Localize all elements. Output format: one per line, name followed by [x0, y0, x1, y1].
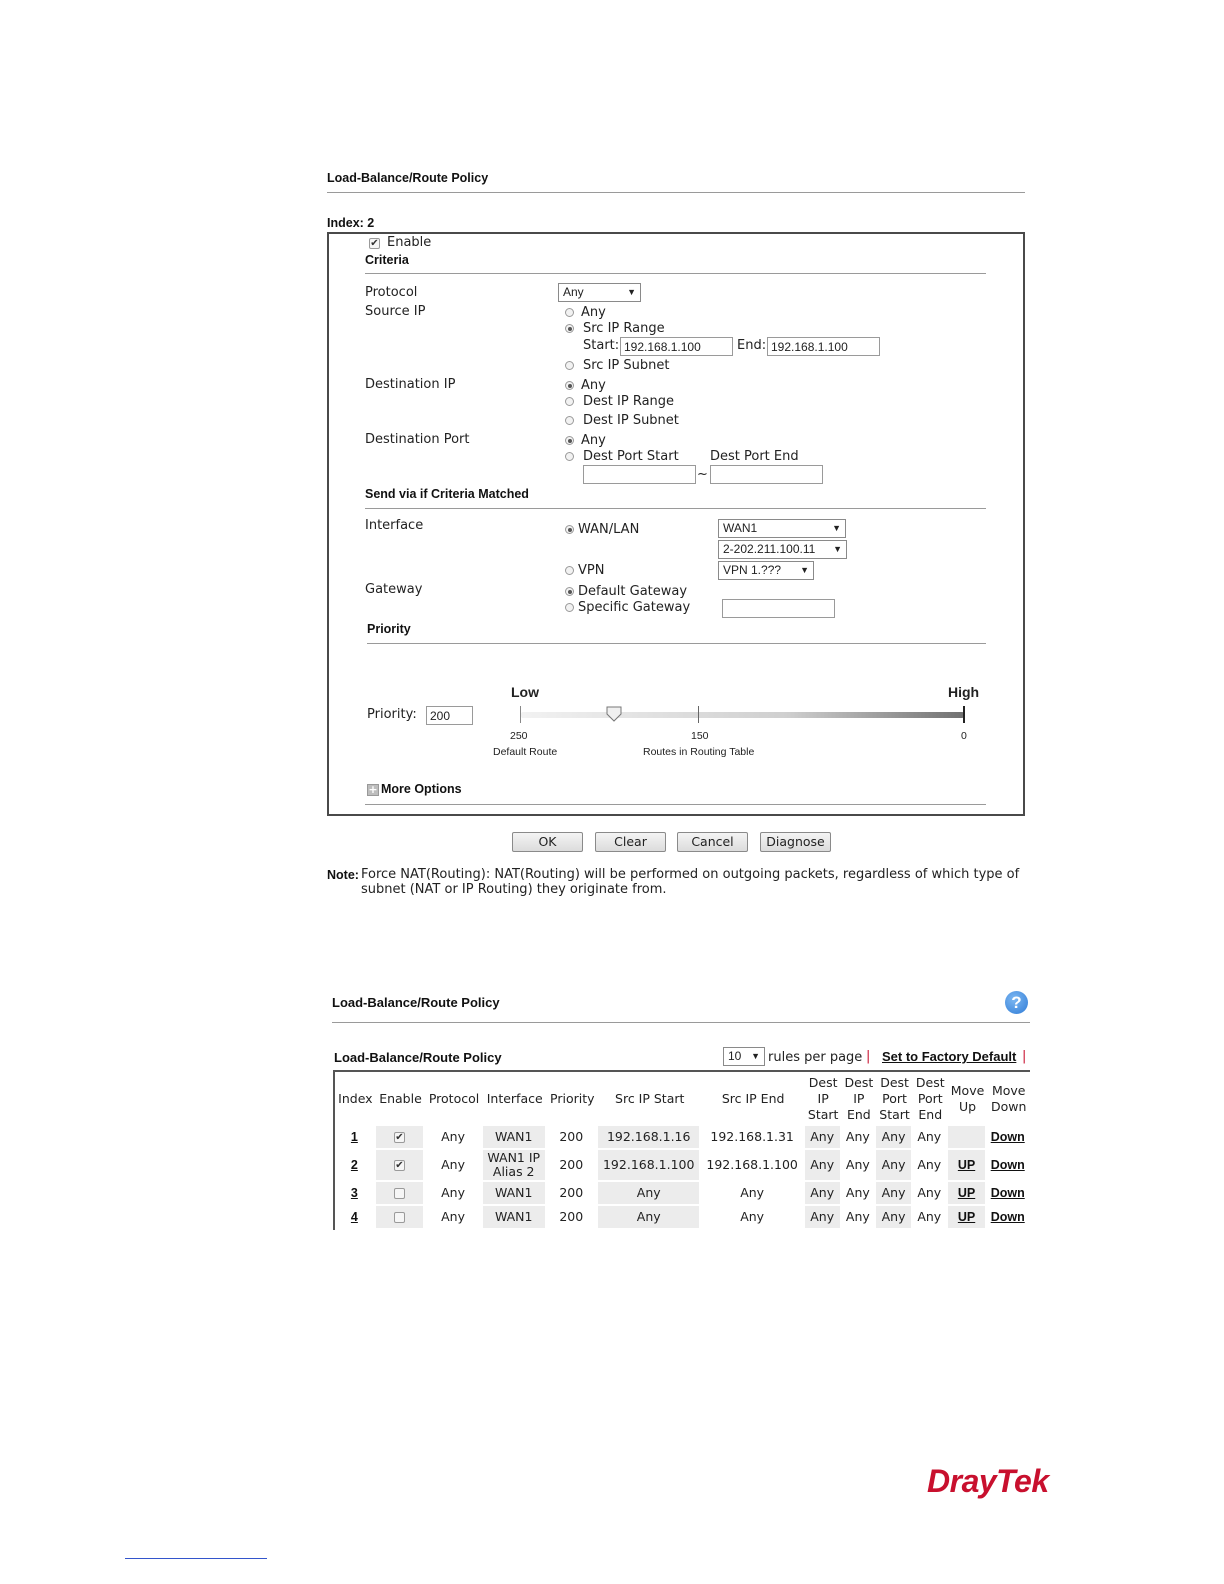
row-interface: WAN1: [494, 1129, 533, 1144]
row-priority: 200: [559, 1129, 584, 1144]
col-src-end: Src IP End: [721, 1091, 785, 1106]
table-cell: [335, 1206, 376, 1230]
move-up-link[interactable]: UP: [957, 1186, 976, 1200]
src-any-radio[interactable]: [565, 308, 574, 317]
col-protocol: Protocol: [428, 1091, 480, 1106]
row-dest-port-start: Any: [881, 1185, 906, 1200]
table-cell: [876, 1206, 913, 1230]
row-dest-ip-end: Any: [845, 1209, 870, 1224]
help-icon[interactable]: ?: [1005, 991, 1028, 1014]
priority-heading: Priority: [367, 622, 411, 636]
row-src-end: 192.168.1.100: [706, 1157, 798, 1172]
row-protocol: Any: [441, 1209, 465, 1224]
row-dest-port-end: Any: [917, 1157, 942, 1172]
row-dest-ip-start: Any: [810, 1185, 835, 1200]
wan-select[interactable]: WAN1 ▼: [718, 519, 846, 538]
col-dest-ip-start: Dest IP Start: [807, 1075, 839, 1122]
chevron-down-icon: ▼: [833, 544, 842, 554]
dest-subnet-label: Dest IP Subnet: [583, 413, 679, 428]
priority-slider-track[interactable]: [521, 712, 964, 718]
table-cell: [876, 1126, 913, 1150]
table-cell: [805, 1206, 842, 1230]
row-dest-ip-start: Any: [810, 1209, 835, 1224]
row-index-link[interactable]: 4: [350, 1210, 358, 1224]
table-row: [335, 1150, 1030, 1182]
col-index: Index: [338, 1091, 373, 1106]
policy-form-box: [327, 232, 1025, 816]
row-dest-ip-start: Any: [810, 1157, 835, 1172]
tick-label-0: 0: [961, 730, 967, 742]
row-priority: 200: [559, 1157, 584, 1172]
row-dest-port-end: Any: [917, 1129, 942, 1144]
row-dest-port-start: Any: [881, 1157, 906, 1172]
vpn-select[interactable]: VPN 1.??? ▼: [718, 561, 814, 580]
table-cell: [701, 1126, 804, 1150]
default-route-caption: Default Route: [493, 746, 558, 758]
list-title: Load-Balance/Route Policy: [332, 995, 500, 1010]
row-enable-checkbox[interactable]: [394, 1188, 405, 1199]
table-cell: [598, 1126, 701, 1150]
specific-gateway-input[interactable]: [722, 599, 835, 618]
chevron-down-icon: ▼: [832, 523, 841, 533]
dest-ip-label: Destination IP: [365, 377, 456, 392]
port-any-label: Any: [581, 433, 606, 448]
table-cell: [701, 1150, 804, 1182]
table-cell: [948, 1150, 988, 1182]
row-protocol: Any: [441, 1157, 465, 1172]
table-cell: [987, 1150, 1030, 1182]
row-priority: 200: [559, 1209, 584, 1224]
src-end-input[interactable]: 192.168.1.100: [767, 337, 880, 356]
tilde: ~: [697, 467, 708, 482]
row-src-start: Any: [636, 1185, 661, 1200]
table-cell: [842, 1206, 877, 1230]
port-range-radio[interactable]: [565, 452, 574, 461]
row-enable-checkbox[interactable]: [394, 1212, 405, 1223]
default-gateway-radio[interactable]: [565, 587, 574, 596]
table-cell: [335, 1182, 376, 1206]
protocol-label: Protocol: [365, 285, 418, 300]
table-cell: [876, 1182, 913, 1206]
table-cell: [376, 1206, 425, 1230]
divider: [365, 508, 986, 509]
ok-button[interactable]: OK: [512, 832, 583, 852]
col-interface: Interface: [486, 1091, 543, 1106]
routes-table-caption: Routes in Routing Table: [643, 746, 755, 758]
row-dest-port-start: Any: [881, 1129, 906, 1144]
col-move-up: Move Up: [950, 1083, 985, 1114]
row-dest-port-start: Any: [881, 1209, 906, 1224]
row-index-link[interactable]: 3: [350, 1186, 358, 1200]
rules-per-page-label: rules per page: [768, 1050, 863, 1065]
end-label: End:: [737, 338, 767, 353]
table-cell: [335, 1150, 376, 1182]
footer-rule: [125, 1558, 267, 1559]
move-down-link[interactable]: Down: [990, 1186, 1025, 1200]
divider: [365, 804, 986, 805]
table-cell: [483, 1182, 547, 1206]
table-header-row: [335, 1072, 1030, 1126]
table-cell: [876, 1150, 913, 1182]
table-cell: [701, 1182, 804, 1206]
src-start-input[interactable]: 192.168.1.100: [620, 337, 733, 356]
port-end-label: Dest Port End: [710, 449, 799, 464]
row-interface-2: Alias 2: [492, 1164, 535, 1179]
table-cell: [598, 1206, 701, 1230]
interface-label: Interface: [365, 518, 424, 533]
row-enable-checkbox[interactable]: ✔: [395, 1132, 404, 1143]
policy-table: [333, 1070, 1030, 1230]
table-cell: [547, 1126, 598, 1150]
table-cell: [987, 1206, 1030, 1230]
table-cell: [948, 1126, 988, 1150]
dest-subnet-radio[interactable]: [565, 416, 574, 425]
col-dest-port-start: Dest Port Start: [879, 1075, 910, 1122]
table-cell: [842, 1150, 877, 1182]
note-label: Note:: [327, 868, 359, 882]
slider-tick-250: [520, 706, 521, 723]
enable-label: Enable: [387, 235, 432, 250]
move-down-link[interactable]: Down: [990, 1158, 1025, 1172]
table-cell: [842, 1126, 877, 1150]
table-row: [335, 1206, 1030, 1230]
col-enable: Enable: [379, 1091, 422, 1106]
slider-low-label: Low: [511, 684, 539, 700]
src-subnet-radio[interactable]: [565, 361, 574, 370]
table-cell: [483, 1206, 547, 1230]
move-down-link[interactable]: Down: [990, 1210, 1025, 1224]
table-cell: [598, 1150, 701, 1182]
table-cell: [425, 1182, 483, 1206]
dest-any-label: Any: [581, 378, 606, 393]
default-gateway-label: Default Gateway: [578, 584, 688, 599]
table-cell: [913, 1126, 948, 1150]
more-options-link[interactable]: More Options: [381, 782, 462, 796]
table-cell: [805, 1182, 842, 1206]
chevron-down-icon: ▼: [800, 565, 809, 575]
col-move-down: Move Down: [991, 1083, 1027, 1114]
dest-any-radio[interactable]: [565, 381, 574, 390]
port-start-input[interactable]: [583, 465, 696, 484]
tick-label-150: 150: [691, 730, 709, 742]
table-cell: [547, 1182, 598, 1206]
move-down-link[interactable]: Down: [990, 1130, 1025, 1144]
rules-per-page-select[interactable]: 10 ▼: [723, 1047, 765, 1066]
index-label: Index: 2: [327, 216, 375, 230]
row-dest-ip-end: Any: [845, 1129, 870, 1144]
table-cell: [598, 1182, 701, 1206]
dest-range-label: Dest IP Range: [583, 394, 675, 409]
table-cell: [805, 1126, 842, 1150]
slider-tick-0: [963, 706, 965, 723]
row-enable-checkbox[interactable]: ✔: [395, 1160, 404, 1171]
col-src-start: Src IP Start: [615, 1091, 685, 1106]
source-ip-label: Source IP: [365, 304, 426, 319]
row-interface: WAN1: [494, 1185, 533, 1200]
slider-tick-150: [698, 706, 699, 723]
send-via-heading: Send via if Criteria Matched: [365, 487, 529, 501]
dest-port-label: Destination Port: [365, 432, 470, 447]
cancel-button[interactable]: Cancel: [677, 832, 748, 852]
divider: [365, 273, 986, 274]
clear-button[interactable]: Clear: [595, 832, 666, 852]
port-start-label: Dest Port Start: [583, 449, 679, 464]
divider: [367, 643, 986, 644]
vpn-label: VPN: [578, 563, 605, 578]
col-dest-ip-end: Dest IP End: [844, 1075, 874, 1122]
row-src-start: 192.168.1.16: [606, 1129, 691, 1144]
table-cell: [547, 1206, 598, 1230]
row-index-link[interactable]: 2: [350, 1158, 358, 1172]
wanlan-label: WAN/LAN: [578, 522, 640, 537]
table-cell: [913, 1206, 948, 1230]
port-end-input[interactable]: [710, 465, 823, 484]
draytek-logo: DrayTek: [927, 1463, 1049, 1499]
table-cell: [805, 1150, 842, 1182]
separator: |: [1022, 1049, 1027, 1064]
specific-gateway-label: Specific Gateway: [578, 600, 691, 615]
col-dest-port-end: Dest Port End: [915, 1075, 945, 1122]
table-row: [335, 1182, 1030, 1206]
priority-slider-handle[interactable]: [606, 706, 622, 722]
table-cell: [376, 1182, 425, 1206]
src-range-label: Src IP Range: [583, 321, 665, 336]
slider-high-label: High: [948, 684, 980, 700]
src-range-radio[interactable]: [565, 324, 574, 333]
enable-checkbox[interactable]: ✔: [370, 238, 379, 249]
wan-ip-select[interactable]: 2-202.211.100.11 ▼: [718, 540, 847, 559]
priority-input[interactable]: 200: [426, 706, 473, 725]
table-cell: [483, 1126, 547, 1150]
table-cell: [842, 1182, 877, 1206]
move-up-link[interactable]: UP: [957, 1158, 976, 1172]
row-src-start: 192.168.1.100: [602, 1157, 695, 1172]
chevron-down-icon: ▼: [627, 287, 636, 297]
wanlan-radio[interactable]: [565, 525, 574, 534]
table-cell: [483, 1150, 547, 1182]
form-title: Load-Balance/Route Policy: [327, 171, 489, 185]
factory-default-link[interactable]: Set to Factory Default: [882, 1049, 1017, 1064]
row-interface: WAN1 IP: [487, 1150, 541, 1165]
row-dest-port-end: Any: [917, 1209, 942, 1224]
row-dest-ip-end: Any: [845, 1185, 870, 1200]
note-line-2: subnet (NAT or IP Routing) they originate from.: [361, 882, 667, 897]
row-priority: 200: [559, 1185, 584, 1200]
row-src-end: 192.168.1.31: [710, 1129, 794, 1144]
protocol-select[interactable]: Any ▼: [558, 283, 641, 302]
table-cell: [376, 1126, 425, 1150]
table-cell: [425, 1126, 483, 1150]
note-line-1: Force NAT(Routing): NAT(Routing) will be performed on outgoing packets, regardless of which type of: [361, 867, 1020, 882]
tick-label-250: 250: [510, 730, 528, 742]
row-protocol: Any: [441, 1129, 465, 1144]
table-row: [335, 1126, 1030, 1150]
criteria-heading: Criteria: [365, 253, 409, 267]
table-cell: [913, 1182, 948, 1206]
vpn-radio[interactable]: [565, 566, 574, 575]
row-protocol: Any: [441, 1185, 465, 1200]
row-dest-port-end: Any: [917, 1185, 942, 1200]
specific-gateway-radio[interactable]: [565, 603, 574, 612]
row-index-link[interactable]: 1: [350, 1130, 358, 1144]
chevron-down-icon: ▼: [751, 1051, 760, 1061]
row-src-end: Any: [740, 1209, 765, 1224]
row-dest-ip-end: Any: [845, 1157, 870, 1172]
row-dest-ip-start: Any: [810, 1129, 835, 1144]
src-subnet-label: Src IP Subnet: [583, 358, 670, 373]
gateway-label: Gateway: [365, 582, 423, 597]
move-up-link[interactable]: UP: [957, 1210, 976, 1224]
row-interface: WAN1: [494, 1209, 533, 1224]
table-cell: [425, 1150, 483, 1182]
table-cell: [987, 1182, 1030, 1206]
dest-range-radio[interactable]: [565, 397, 574, 406]
separator: |: [866, 1049, 871, 1064]
table-cell: [547, 1150, 598, 1182]
row-src-start: Any: [636, 1209, 661, 1224]
table-cell: [987, 1126, 1030, 1150]
diagnose-button[interactable]: Diagnose: [760, 832, 831, 852]
table-cell: [425, 1206, 483, 1230]
port-any-radio[interactable]: [565, 436, 574, 445]
start-label: Start:: [583, 338, 620, 353]
list-subtitle: Load-Balance/Route Policy: [334, 1050, 502, 1065]
divider: [327, 192, 1025, 193]
table-cell: [913, 1150, 948, 1182]
table-cell: [948, 1206, 988, 1230]
src-any-label: Any: [581, 305, 606, 320]
table-cell: [948, 1182, 988, 1206]
divider: [332, 1022, 1030, 1023]
table-cell: [376, 1150, 425, 1182]
expand-plus-icon[interactable]: +: [368, 783, 378, 796]
priority-label: Priority:: [367, 707, 417, 722]
table-cell: [701, 1206, 804, 1230]
table-cell: [335, 1126, 376, 1150]
row-src-end: Any: [740, 1185, 765, 1200]
col-priority: Priority: [550, 1091, 595, 1106]
